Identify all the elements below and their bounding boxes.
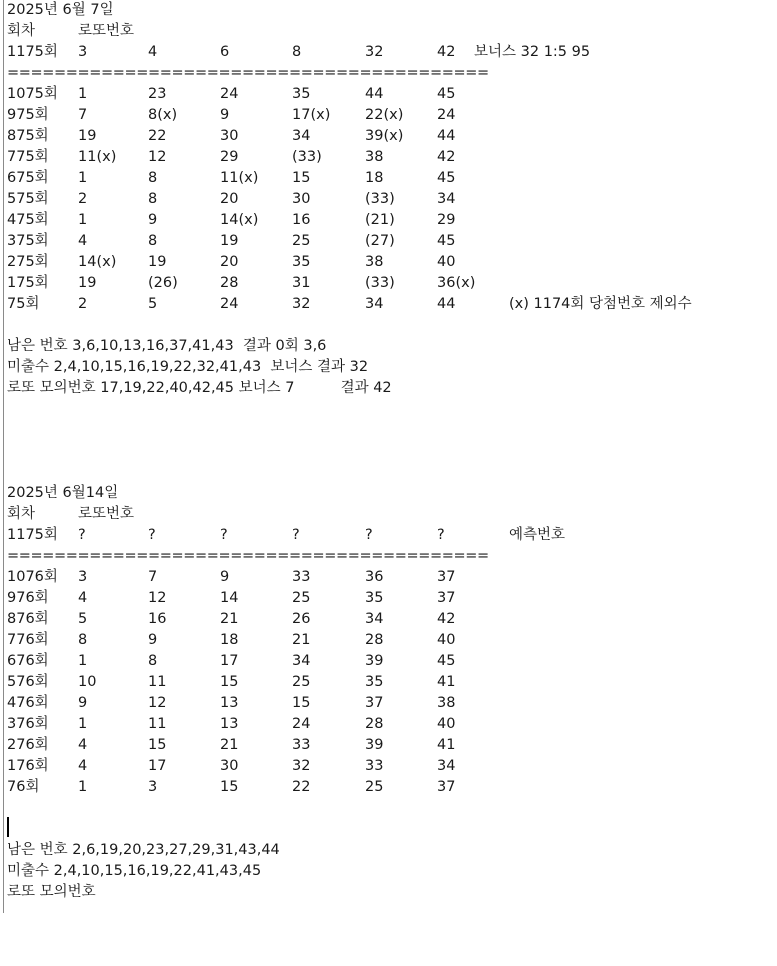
number-cell: 17(x)	[292, 107, 331, 123]
table-row	[7, 651, 772, 672]
section2-simulation-line	[7, 882, 772, 903]
number-cell: ?	[148, 527, 156, 543]
table-row	[7, 735, 772, 756]
round-cell: 1175회	[7, 44, 58, 60]
round-cell: 176회	[7, 758, 49, 774]
round-cell: 676회	[7, 653, 49, 669]
round-cell: 476회	[7, 695, 49, 711]
round-cell: 575회	[7, 191, 49, 207]
number-cell: 40	[437, 254, 456, 270]
separator: =========================================	[7, 65, 489, 81]
number-cell: 39	[365, 653, 384, 669]
number-cell: 6	[220, 44, 230, 60]
number-cell: 1	[78, 779, 88, 795]
number-cell: 3	[148, 779, 158, 795]
round-cell: 675회	[7, 170, 49, 186]
number-cell: 31	[292, 275, 311, 291]
number-cell: 1	[78, 212, 88, 228]
round-cell: 876회	[7, 611, 49, 627]
round-header: 회차	[7, 23, 36, 39]
number-cell: 36	[365, 569, 384, 585]
number-cell: 21	[220, 611, 239, 627]
number-cell: 23	[148, 86, 167, 102]
number-cell: 5	[78, 611, 88, 627]
round-cell: 1076회	[7, 569, 58, 585]
round-cell: 576회	[7, 674, 49, 690]
remaining-numbers: 남은 번호 2,6,19,20,23,27,29,31,43,44	[7, 842, 280, 858]
number-cell: 15	[220, 779, 239, 795]
number-cell: 44	[437, 128, 456, 144]
number-cell: 16	[292, 212, 311, 228]
simulation-numbers: 로또 모의번호 17,19,22,40,42,45 보너스 7 결과 42	[7, 380, 392, 396]
number-cell: 18	[220, 632, 239, 648]
table-row	[7, 714, 772, 735]
blank-line	[7, 399, 772, 420]
table-row	[7, 756, 772, 777]
table-row	[7, 252, 772, 273]
number-cell: 8	[148, 233, 158, 249]
number-cell: 8(x)	[148, 107, 178, 123]
number-cell: 32	[292, 296, 311, 312]
table-row	[7, 567, 772, 588]
blank-line	[7, 798, 772, 819]
numbers-header: 로또번호	[78, 23, 135, 39]
number-cell: 33	[292, 569, 311, 585]
number-cell: 8	[148, 191, 158, 207]
number-cell: 19	[78, 275, 97, 291]
table-row	[7, 777, 772, 798]
number-cell: (33)	[365, 275, 395, 291]
number-cell: 4	[148, 44, 158, 60]
number-cell: 35	[292, 86, 311, 102]
number-cell: 39	[365, 737, 384, 753]
table-row	[7, 630, 772, 651]
number-cell: 38	[437, 695, 456, 711]
editor-left-border	[3, 0, 4, 913]
number-cell: 24	[292, 716, 311, 732]
number-cell: 28	[365, 716, 384, 732]
number-cell: 30	[292, 191, 311, 207]
number-cell: ?	[220, 527, 228, 543]
number-cell: 4	[78, 590, 88, 606]
round-cell: 75회	[7, 296, 40, 312]
round-cell: 875회	[7, 128, 49, 144]
blank-line	[7, 315, 772, 336]
number-cell: 9	[148, 212, 158, 228]
number-cell: ?	[437, 527, 445, 543]
number-cell: 37	[437, 779, 456, 795]
section1-remaining-line	[7, 336, 772, 357]
table-row	[7, 189, 772, 210]
number-cell: 4	[78, 758, 88, 774]
table-row	[7, 609, 772, 630]
number-cell: 39(x)	[365, 128, 404, 144]
number-cell: 22	[148, 128, 167, 144]
number-cell: 24	[220, 296, 239, 312]
number-cell: 17	[220, 653, 239, 669]
number-cell: 25	[292, 233, 311, 249]
number-cell: 21	[292, 632, 311, 648]
number-cell: 41	[437, 737, 456, 753]
number-cell: 15	[292, 170, 311, 186]
number-cell: 32	[365, 44, 384, 60]
number-cell: 37	[437, 590, 456, 606]
number-cell: 26	[292, 611, 311, 627]
number-cell: 32	[292, 758, 311, 774]
number-cell: 45	[437, 86, 456, 102]
text-cursor	[7, 817, 9, 837]
number-cell: 9	[220, 107, 230, 123]
number-cell: (33)	[292, 149, 322, 165]
number-cell: 8	[148, 653, 158, 669]
number-cell: 37	[437, 569, 456, 585]
number-cell: 12	[148, 695, 167, 711]
number-cell: 22	[292, 779, 311, 795]
number-cell: 45	[437, 233, 456, 249]
number-cell: 9	[78, 695, 88, 711]
text-document[interactable]	[7, 0, 772, 903]
number-cell: 25	[292, 590, 311, 606]
number-cell: 12	[148, 590, 167, 606]
number-cell: 33	[292, 737, 311, 753]
section2-unpicked-line	[7, 861, 772, 882]
round-cell: 1175회	[7, 527, 58, 543]
round-cell: 475회	[7, 212, 49, 228]
number-cell: ?	[292, 527, 300, 543]
number-cell: 45	[437, 170, 456, 186]
table-row	[7, 588, 772, 609]
remaining-numbers: 남은 번호 3,6,10,13,16,37,41,43 결과 0회 3,6	[7, 338, 327, 354]
number-cell: 9	[220, 569, 230, 585]
number-cell: 3	[78, 44, 88, 60]
number-cell: 38	[365, 149, 384, 165]
number-cell: 19	[148, 254, 167, 270]
table-row	[7, 126, 772, 147]
number-cell: 35	[365, 590, 384, 606]
section1-header-line	[7, 21, 772, 42]
number-cell: 28	[365, 632, 384, 648]
table-row	[7, 294, 772, 315]
number-cell: 36(x)	[437, 275, 476, 291]
number-cell: 17	[148, 758, 167, 774]
number-cell: 14(x)	[220, 212, 259, 228]
number-cell: (27)	[365, 233, 395, 249]
round-cell: 175회	[7, 275, 49, 291]
section1-simulation-line	[7, 378, 772, 399]
number-cell: 7	[78, 107, 88, 123]
number-cell: 2	[78, 191, 88, 207]
section2-separator-line	[7, 546, 772, 567]
number-cell: 11(x)	[78, 149, 117, 165]
number-cell: 29	[220, 149, 239, 165]
number-cell: 34	[437, 191, 456, 207]
number-cell: 25	[292, 674, 311, 690]
section1-date: 2025년 6월 7일	[7, 2, 114, 18]
table-row	[7, 105, 772, 126]
number-cell: 8	[78, 632, 88, 648]
number-cell: 20	[220, 191, 239, 207]
number-cell: 15	[220, 674, 239, 690]
number-cell: 20	[220, 254, 239, 270]
number-cell: 4	[78, 233, 88, 249]
number-cell: 14(x)	[78, 254, 117, 270]
number-cell: 34	[437, 758, 456, 774]
table-row	[7, 231, 772, 252]
number-cell: 30	[220, 758, 239, 774]
number-cell: 14	[220, 590, 239, 606]
number-cell: 16	[148, 611, 167, 627]
simulation-numbers: 로또 모의번호	[7, 884, 96, 900]
number-cell: ?	[365, 527, 373, 543]
unpicked-numbers: 미출수 2,4,10,15,16,19,22,41,43,45	[7, 863, 262, 879]
number-cell: 7	[148, 569, 158, 585]
number-cell: 1	[78, 170, 88, 186]
number-cell: ?	[78, 527, 86, 543]
number-cell: 25	[365, 779, 384, 795]
section1-target-row	[7, 42, 772, 63]
number-cell: 40	[437, 716, 456, 732]
number-cell: 24	[220, 86, 239, 102]
number-cell: 13	[220, 716, 239, 732]
section1-date-line	[7, 0, 772, 21]
separator: =========================================	[7, 548, 489, 564]
number-cell: 15	[292, 695, 311, 711]
number-cell: 44	[437, 296, 456, 312]
number-cell: 1	[78, 86, 88, 102]
number-cell: 30	[220, 128, 239, 144]
blank-line	[7, 420, 772, 441]
number-cell: 40	[437, 632, 456, 648]
section2-date-line	[7, 483, 772, 504]
number-cell: 19	[220, 233, 239, 249]
number-cell: 45	[437, 653, 456, 669]
number-cell: (26)	[148, 275, 178, 291]
prediction-label: 예측번호	[509, 527, 566, 543]
number-cell: 11	[148, 674, 167, 690]
number-cell: 1	[78, 653, 88, 669]
number-cell: 24	[437, 107, 456, 123]
number-cell: 42	[437, 44, 456, 60]
number-cell: 34	[292, 128, 311, 144]
number-cell: 42	[437, 149, 456, 165]
number-cell: 35	[292, 254, 311, 270]
number-cell: 21	[220, 737, 239, 753]
unpicked-numbers: 미출수 2,4,10,15,16,19,22,32,41,43 보너스 결과 32	[7, 359, 369, 375]
section1-separator-line	[7, 63, 772, 84]
round-cell: 376회	[7, 716, 49, 732]
round-cell: 975회	[7, 107, 49, 123]
blank-line	[7, 819, 772, 840]
round-cell: 76회	[7, 779, 40, 795]
table-row	[7, 147, 772, 168]
round-cell: 1075회	[7, 86, 58, 102]
section2-target-row	[7, 525, 772, 546]
number-cell: 37	[365, 695, 384, 711]
round-cell: 375회	[7, 233, 49, 249]
table-row	[7, 84, 772, 105]
number-cell: 8	[148, 170, 158, 186]
blank-line	[7, 462, 772, 483]
bonus-info: 보너스 32 1:5 95	[474, 44, 591, 60]
number-cell: 1	[78, 716, 88, 732]
section1-unpicked-line	[7, 357, 772, 378]
number-cell: 34	[292, 653, 311, 669]
number-cell: 35	[365, 674, 384, 690]
number-cell: 42	[437, 611, 456, 627]
number-cell: 19	[78, 128, 97, 144]
number-cell: 11	[148, 716, 167, 732]
numbers-header: 로또번호	[78, 506, 135, 522]
round-cell: 776회	[7, 632, 49, 648]
number-cell: 10	[78, 674, 97, 690]
number-cell: 11(x)	[220, 170, 259, 186]
number-cell: 8	[292, 44, 302, 60]
number-cell: 15	[148, 737, 167, 753]
section2-remaining-line	[7, 840, 772, 861]
number-cell: 44	[365, 86, 384, 102]
number-cell: 33	[365, 758, 384, 774]
number-cell: 22(x)	[365, 107, 404, 123]
round-cell: 976회	[7, 590, 49, 606]
table-row	[7, 273, 772, 294]
round-cell: 775회	[7, 149, 49, 165]
number-cell: 12	[148, 149, 167, 165]
number-cell: 3	[78, 569, 88, 585]
exclusion-note: (x) 1174회 당첨번호 제외수	[509, 296, 692, 312]
number-cell: (21)	[365, 212, 395, 228]
number-cell: (33)	[365, 191, 395, 207]
blank-line	[7, 441, 772, 462]
number-cell: 41	[437, 674, 456, 690]
table-row	[7, 168, 772, 189]
number-cell: 34	[365, 296, 384, 312]
number-cell: 29	[437, 212, 456, 228]
number-cell: 13	[220, 695, 239, 711]
number-cell: 4	[78, 737, 88, 753]
table-row	[7, 693, 772, 714]
number-cell: 5	[148, 296, 158, 312]
number-cell: 28	[220, 275, 239, 291]
section2-date: 2025년 6월14일	[7, 485, 119, 501]
round-header: 회차	[7, 506, 36, 522]
table-row	[7, 672, 772, 693]
number-cell: 34	[365, 611, 384, 627]
round-cell: 276회	[7, 737, 49, 753]
number-cell: 38	[365, 254, 384, 270]
number-cell: 9	[148, 632, 158, 648]
section2-header-line	[7, 504, 772, 525]
table-row	[7, 210, 772, 231]
number-cell: 18	[365, 170, 384, 186]
number-cell: 2	[78, 296, 88, 312]
round-cell: 275회	[7, 254, 49, 270]
